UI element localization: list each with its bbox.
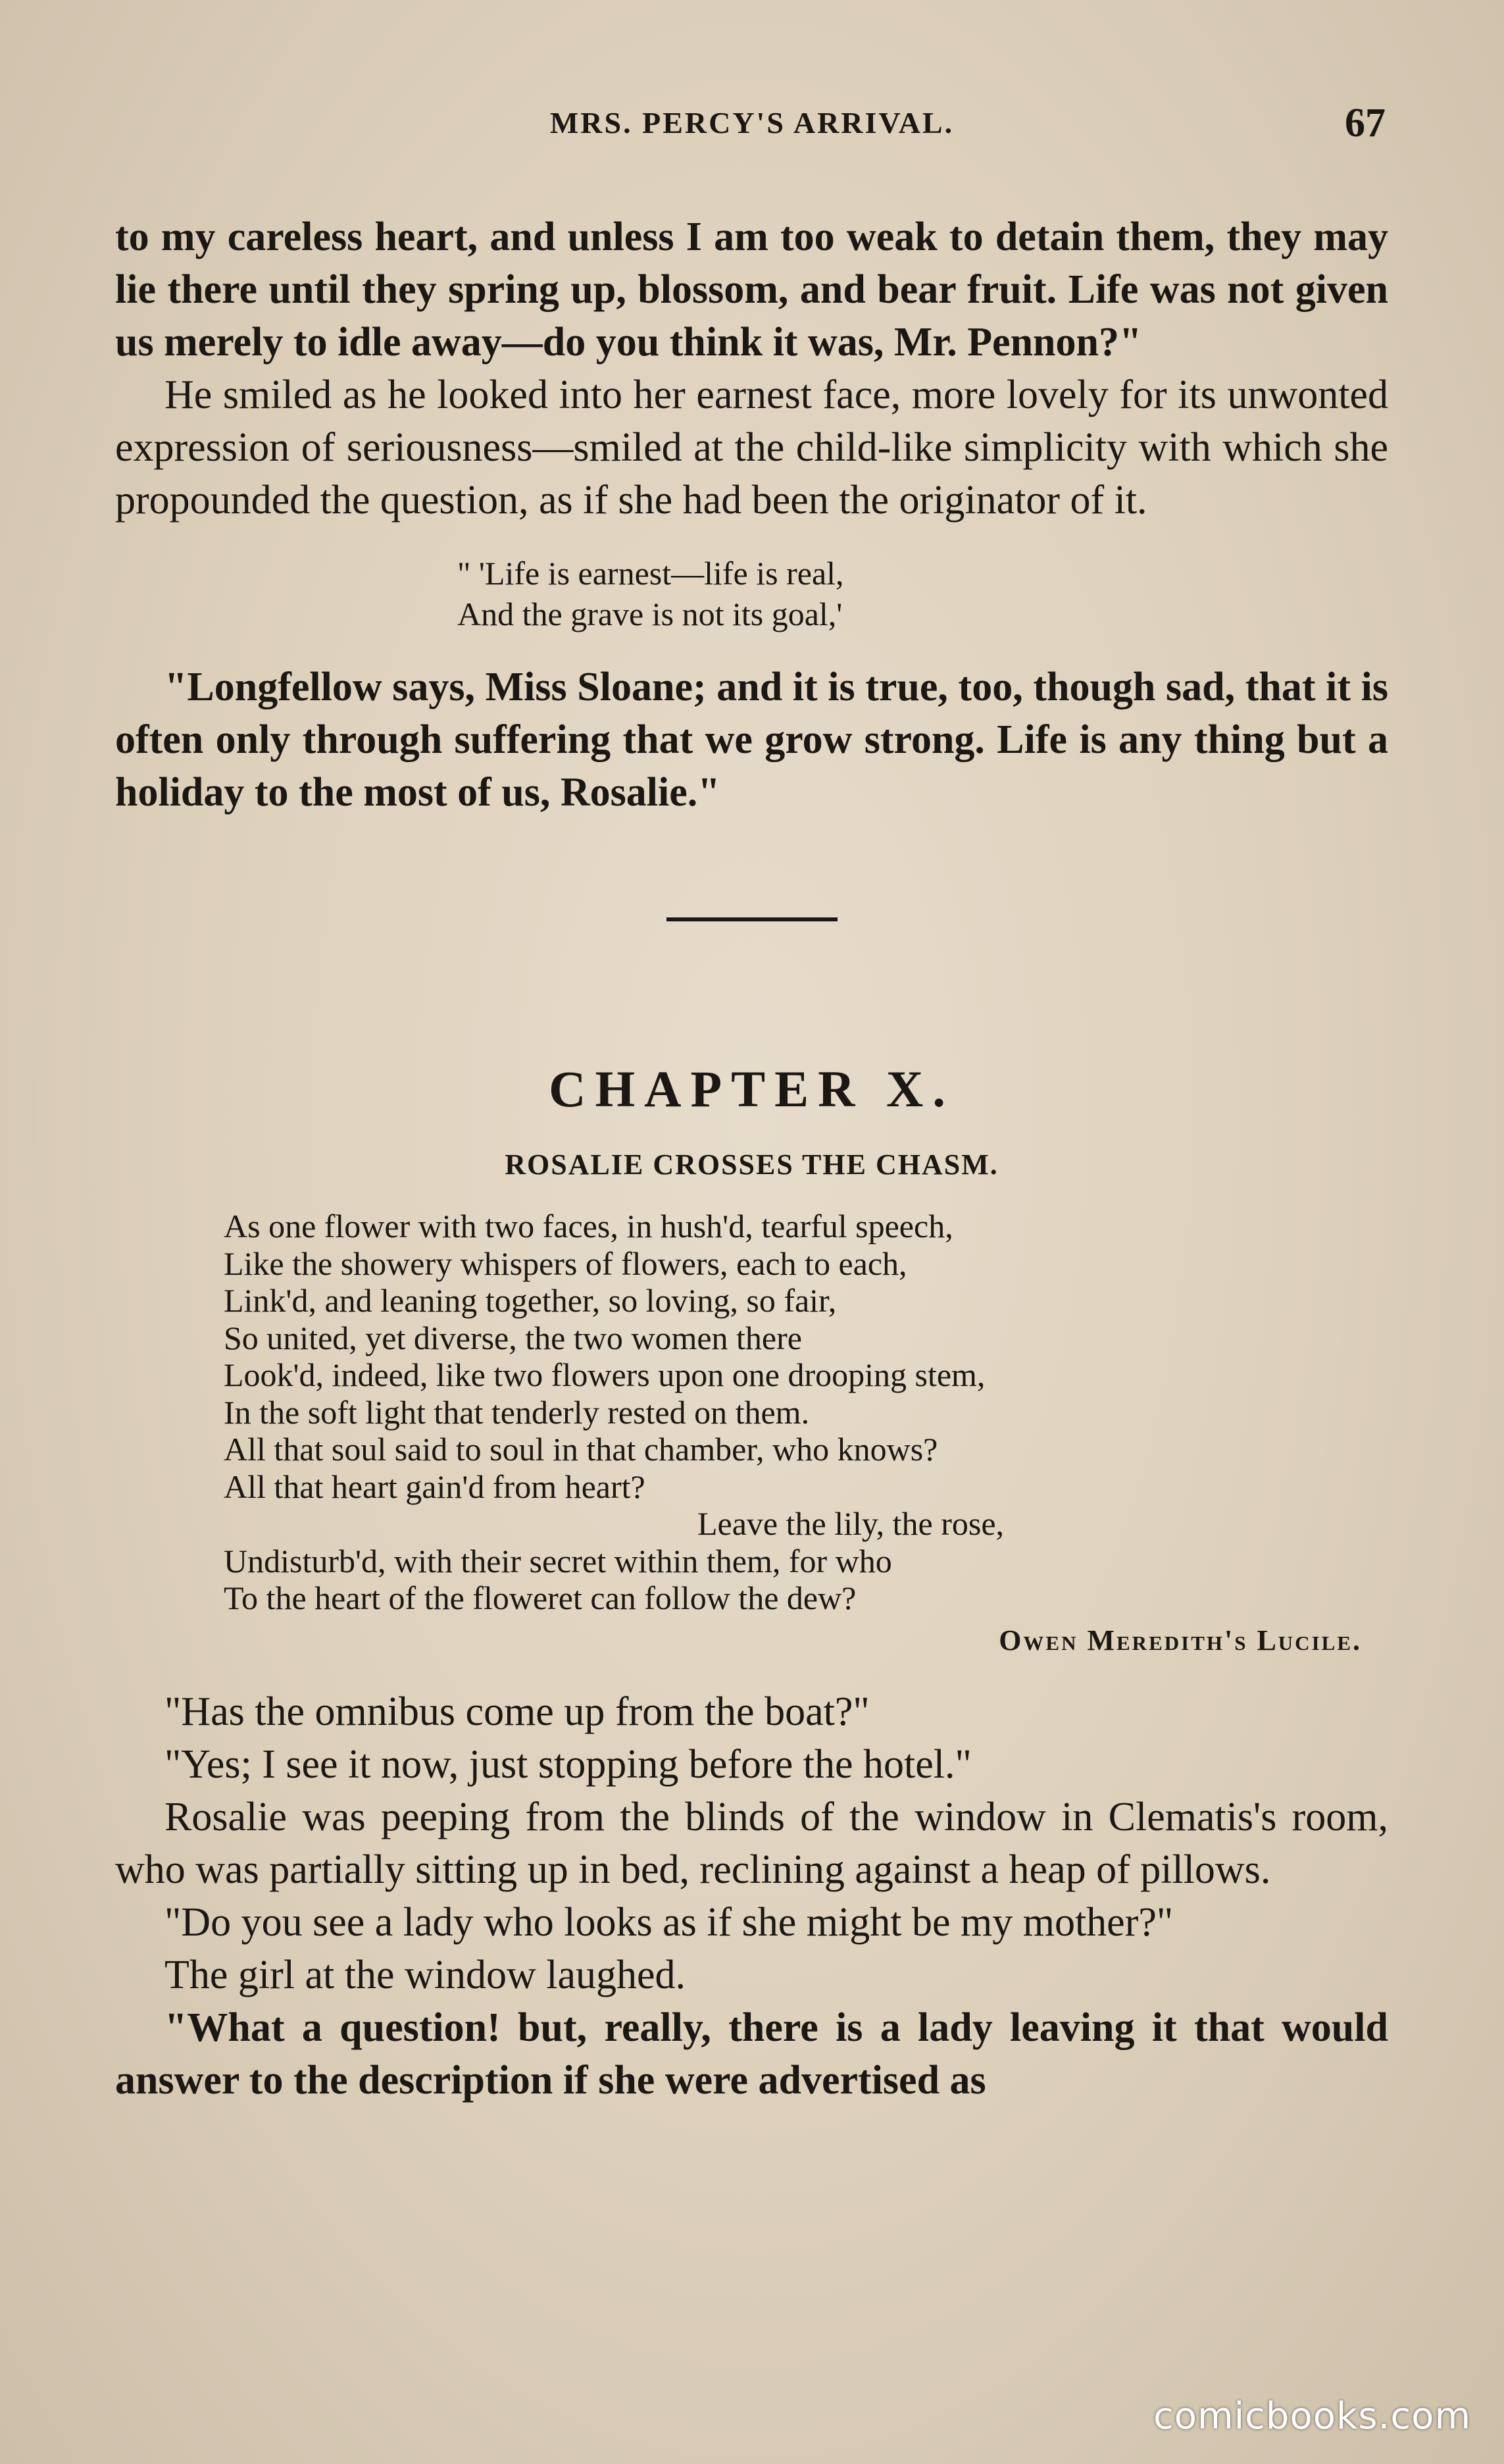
quote-line: And the grave is not its goal,' — [457, 596, 843, 632]
poem-line: Undisturb'd, with their secret within them, for who — [224, 1542, 892, 1579]
poem-line: To the heart of the floweret can follow the dew? — [224, 1579, 857, 1616]
paragraph: to my careless heart, and unless I am too weak to detain them, they may lie there until they spring up, blossom, and bear fruit. Life was not given us merely to idle away—do you think it was, Mr. Pennon?" — [115, 215, 1388, 365]
poem-line: Like the showery whispers of flowers, each to each, — [224, 1245, 907, 1282]
paragraph: "Do you see a lady who looks as if she might be my mother?" — [164, 1899, 1174, 1945]
poem-line: Look'd, indeed, like two flowers upon one drooping stem, — [224, 1356, 986, 1393]
chapter-subtitle: ROSALIE CROSSES THE CHASM. — [505, 1148, 999, 1181]
poem-line: Link'd, and leaning together, so loving, so fair, — [224, 1282, 837, 1319]
paragraph: He smiled as he looked into her earnest face, more lovely for its unwonted expression of seriousness—smiled at the child-like simplicity with which she propounded the question, as if she had been the originator of it. — [115, 372, 1388, 523]
page-number: 67 — [1345, 101, 1386, 145]
section-divider — [666, 917, 838, 921]
poem-line: So united, yet diverse, the two women there — [224, 1319, 802, 1356]
quote-line: " 'Life is earnest—life is real, — [457, 555, 844, 592]
paragraph: "What a question! but, really, there is a lady leaving it that would answer to the description if she were advertised as — [115, 2005, 1388, 2103]
longfellow-quote — [457, 553, 1388, 634]
poem-line: In the soft light that tenderly rested on them. — [224, 1393, 810, 1431]
poem-line: Leave the lily, the rose, — [697, 1505, 1005, 1542]
paragraph: Rosalie was peeping from the blinds of the window in Clematis's room, who was partially sitting up in bed, reclining against a heap of pillows. — [115, 1794, 1388, 1892]
poem-attribution: Owen Meredith's Lucile. — [999, 1624, 1362, 1656]
site-watermark: comicbooks.com — [1153, 2395, 1471, 2438]
page-header — [0, 101, 1504, 151]
paragraph: The girl at the window laughed. — [164, 1952, 686, 1997]
paragraph: "Has the omnibus come up from the boat?" — [164, 1689, 870, 1734]
poem-line: All that heart gain'd from heart? — [224, 1468, 645, 1505]
paragraph: "Yes; I see it now, just stopping before the hotel." — [164, 1741, 972, 1787]
body-text — [115, 211, 1388, 2107]
chapter-heading: CHAPTER X. — [549, 1060, 955, 1117]
poem-line: All that soul said to soul in that chamber, who knows? — [224, 1431, 938, 1468]
running-title: MRS. PERCY'S ARRIVAL. — [549, 106, 955, 140]
paragraph: "Longfellow says, Miss Sloane; and it is true, too, though sad, that it is often only through suffering that we grow strong. Life is any thing but a holiday to the most of us, Rosalie." — [115, 665, 1388, 815]
poem-line: As one flower with two faces, in hush'd, tearful speech, — [224, 1208, 953, 1245]
epigraph-poem — [224, 1208, 1388, 1617]
